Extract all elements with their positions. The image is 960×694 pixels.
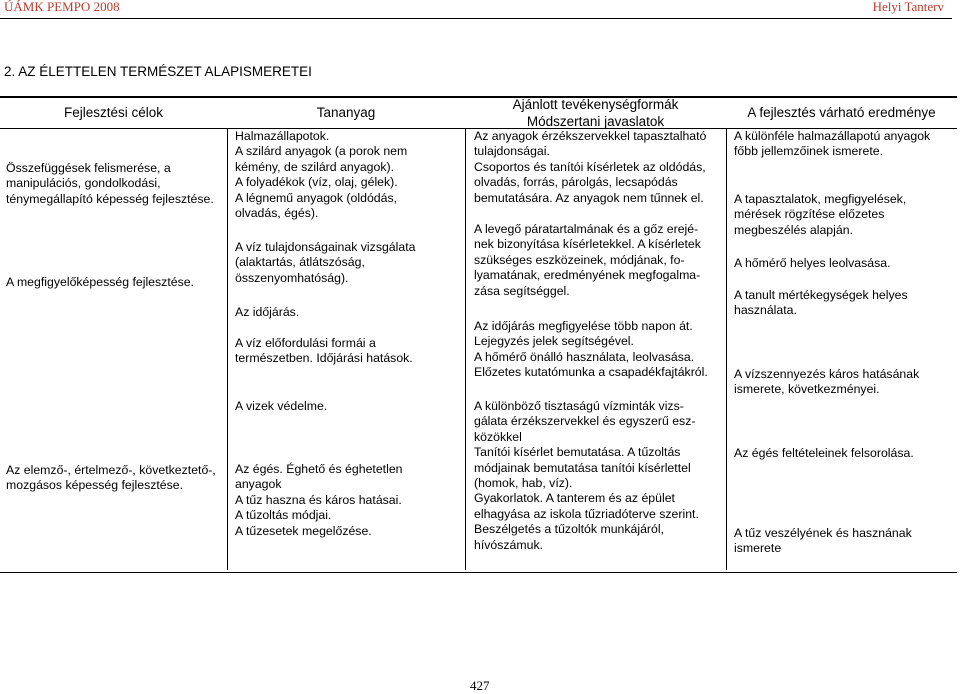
content-item: A víz előfordulási formái a természetben. Időjárási hatások. <box>235 336 413 366</box>
column-divider-3 <box>726 128 727 570</box>
column-header-activities <box>465 96 726 130</box>
result-item: A vízszennyezés káros hatásának ismerete, következményei. <box>734 367 920 397</box>
activity-item: A különböző tisztaságú vízminták vizs- gálata érzékszervekkel és egyszerű esz- közökkel Tanítói kísérlet bemutatása. A tűzoltás módjainak bemutatása tanítói kísérlettel (homok, hab, víz). Gyakorlatok. A tanterem és az épület elhagyása az iskola tűzriadóterve szerint. Beszélgetés a tűzoltók munkájáról, hívószámuk. <box>474 399 699 552</box>
column-divider-1 <box>227 128 228 570</box>
result-item: A hőmérő helyes leolvasása. <box>734 256 891 270</box>
goal-item: Az elemző-, értelmező-, következtető-, mozgásos képesség fejlesztése. <box>6 463 216 493</box>
result-item: A tapasztalatok, megfigyelések, mérések rögzítése előzetes megbeszélés alapján. <box>734 192 907 237</box>
goal-item: Összefüggések felismerése, a manipulációs, gondolkodási, ténymegállapító képesség fejlesztése. <box>6 161 214 206</box>
page-number: 427 <box>470 678 490 693</box>
activity-item: Az anyagok érzékszervekkel tapasztalható tulajdonságai. Csoportos és tanítói kísérletek az oldódás, olvadás, forrás, párolgás, lecsapódás bemutatására. Az anyagok nem tűnnek el. <box>474 129 707 205</box>
content-item: Halmazállapotok. A szilárd anyagok (a porok nem kémény, de szilárd anyagok). A folyadékok (víz, olaj, gélek). A légnemű anyagok (oldódás, olvadás, égés). <box>235 129 408 221</box>
section-title: 2. AZ ÉLETTELEN TERMÉSZET ALAPISMERETEI <box>4 64 312 79</box>
column-divider-2 <box>465 128 466 570</box>
header-divider <box>0 18 952 19</box>
column-header-activities-line2: Módszertani javaslatok <box>526 114 665 129</box>
content-item: Az időjárás. <box>235 305 300 319</box>
column-header-content: Tananyag <box>316 105 376 120</box>
column-header-activities-line1: Ajánlott tevékenységformák <box>512 97 679 112</box>
goal-item: A megfigyelőképesség fejlesztése. <box>6 275 194 289</box>
header-right: Helyi Tanterv <box>872 0 944 14</box>
result-item: A tanult mértékegységek helyes használata. <box>734 288 908 318</box>
result-item: A különféle halmazállapotú anyagok főbb jellemzőinek ismerete. <box>734 129 931 159</box>
activity-item: A levegő páratartalmának és a gőz erejé- nek bizonyítása kísérletekkel. A kísérletek szükséges eszközeinek, módjának, fo- lyamatának, eredményének megfogalma- zása segítséggel. <box>474 222 701 298</box>
column-header-results: A fejlesztés várható eredménye <box>747 105 936 120</box>
result-item: Az égés feltételeinek felsorolása. <box>734 446 914 460</box>
content-item: A vizek védelme. <box>235 399 328 413</box>
header-left: ÚÁMK PEMPO 2008 <box>4 0 120 14</box>
result-item: A tűz veszélyének és hasznának ismerete <box>734 526 912 556</box>
activity-item: Az időjárás megfigyelése több napon át. Lejegyzés jelek segítségével. A hőmérő önálló használata, leolvasása. Előzetes kutatómunka a csapadékfajtákról. <box>474 319 708 380</box>
column-header-goals: Fejlesztési célok <box>63 105 164 120</box>
content-item: A víz tulajdonságainak vizsgálata (alaktartás, átlátszóság, összenyomhatóság). <box>235 240 416 285</box>
content-item: Az égés. Éghető és éghetetlen anyagok A tűz haszna és káros hatásai. A tűzoltás módjai. A tűzesetek megelőzése. <box>235 462 403 538</box>
